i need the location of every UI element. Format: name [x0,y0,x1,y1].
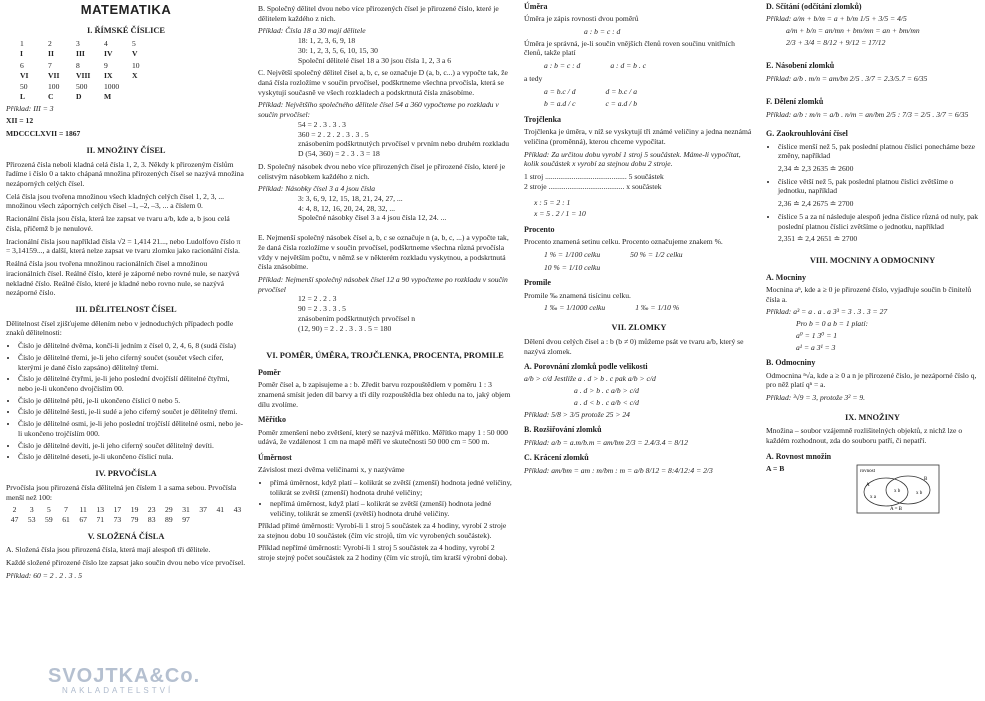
example-line: Příklad: Násobky čísel 3 a 4 jsou čísla [258,184,376,194]
prime-number: 67 [79,514,87,524]
num: 9 [104,60,108,70]
list-item: • Číslo je dělitelné devíti, je-li jeho ciferný součet dělitelný devíti. [18,441,246,451]
formula: Příklad: a/b : m/n = a/b . n/m = an/bm 2/5 : 7/3 = 2/5 . 3/7 = 6/35 [766,109,969,119]
prime-number: 17 [113,505,122,515]
formula: 1 % = 1/100 celku [544,249,601,259]
paragraph: A. Složená čísla jsou přirozená čísla, která mají alespoň tři dělitele. [6,545,211,555]
example-line: 360 = 2 . 2 . 2 . 3 . 3 . 5 [298,129,369,139]
rom: VI [20,70,29,80]
formula: 50 % = 1/2 celku [630,249,683,259]
num: 8 [76,60,80,70]
num: 6 [20,60,24,70]
roman-example: MDCCCLXVII = 1867 [6,129,81,139]
formula: 2/3 + 3/4 = 8/12 + 9/12 = 17/12 [786,37,886,47]
formula: 1 ‰ = 1/10 % [635,303,680,313]
num: 2 [48,39,52,49]
heading-divisibility: III. DĚLITELNOST ČÍSEL [75,304,177,314]
example-line: 12 = 2 . 2 . 3 [298,294,337,304]
paragraph: Poměr čísel a, b zapisujeme a : b. Zředit barvu rozpouštědlem v poměru 1 : 3 znamená smísit jeden díl barvy a tři díly rozpouštědla bez ohledu na to, jaký objem dílu zvolíme. [258,380,511,409]
example-line: 4: 4, 8, 12, 16, 20, 24, 28, 32, ... [298,203,396,213]
prime-number: 41 [216,505,225,515]
column-4 [760,0,985,701]
prime-number: 59 [45,514,53,524]
formula: a⁰ = 1 3⁰ = 1 [796,330,838,340]
paragraph: C. Největší společný dělitel čísel a, b, c, se označuje D (a, b, c...) a vypočte tak, že daná čísla rozložíme v součin prvočísel, podškrtneme všechna prvočísla, která se vyskytují současně ve všech rozkladech a podskrtnutá čísla znásobíme. [258,68,508,97]
publisher-subtitle: NAKLADATELSTVÍ [62,686,174,695]
example-line: Společné násobky čísel 3 a 4 jsou čísla 12, 24. ... [298,213,447,223]
formula: x = 5 . 2 / 1 = 10 [534,209,586,219]
list-item: • přímá úměrnost, když platí – kolikrát se zvětší (zmenší) hodnota jedné veličiny, tolikrát se zvětší (zmenší) hodnota druhé veličiny; [270,478,512,497]
list-item: • Číslo je dělitelné dvěma, končí-li jedním z čísel 0, 2, 4, 6, 8 (sudá čísla) [18,341,246,351]
formula: A = B [766,464,785,474]
heading-fractions: VII. ZLOMKY [611,323,667,333]
num: 10 [132,60,140,70]
num: 50 [20,82,28,92]
subheading: Měřítko [258,415,286,425]
subheading: D. Sčítání (odčítání zlomků) [766,2,862,11]
prime-number: 11 [79,505,87,515]
paragraph: Příklad: 60 = 2 . 2 . 3 . 5 [6,570,82,580]
prime-number: 3 [29,505,34,515]
prime-number: 37 [199,505,207,515]
formula: a/b > c/d Jestliže a . d > b . c pak a/b > c/d [524,374,656,384]
paragraph: Iracionální čísla jsou například čísla √2 = 1,414 21..., nebo Ludolfovo číslo π = 3,14159..., a další, která nelze zapsat ve tvaru zlomku jako racionální čísla. [6,236,241,256]
rule-example: 2,351 ≐ 2,4 2651 ≐ 2700 [778,234,858,244]
formula-row [544,263,754,273]
example-line: Společní dělitelé čísel 18 a 30 jsou čísla 1, 2, 3 a 6 [298,55,452,65]
subheading: A. Rovnost množin [766,451,832,461]
subheading: Poměr [258,368,281,378]
example-line: znásobením podškrtnutých prvočísel n [298,313,416,323]
roman-example: XII = 12 [6,116,34,126]
formula: Příklad: 5/8 > 3/5 protože 25 > 24 [524,409,630,419]
paragraph: Příklad: Za určitou dobu vyrobí 1 stroj 5 součástek. Máme-li vypočítat, kolik součástek x vyrobí za stejnou dobu 2 stroje. [524,149,741,169]
prime-number: 7 [64,505,68,515]
paragraph: Promile ‰ znamená tisícinu celku. [524,290,631,300]
rom: II [48,49,54,59]
paragraph: Každé složené přirozené číslo lze zapsat jako součin dvou nebo více prvočísel. [6,558,246,568]
formula: a : b = c : d [544,61,581,71]
prime-number: 13 [96,505,105,515]
formula: Příklad: a³ = a . a . a 3³ = 3 . 3 . 3 = 27 [766,307,888,317]
subheading: C. Krácení zlomků [524,453,589,463]
example-block [258,275,512,333]
list-item: • Číslo je dělitelné pěti, je-li ukončeno číslicí 0 nebo 5. [18,396,246,406]
heading-powers: VIII. MOCNINY A ODMOCNINY [809,256,936,265]
num: 500 [76,82,88,92]
num: 3 [76,39,80,49]
heading-ratio: VI. POMĚR, ÚMĚRA, TROJČLENKA, PROCENTA, PROMILE [266,351,504,361]
rom: VIII [76,70,91,80]
example-line: Příklad: Čísla 18 a 30 mají dělitele [258,26,366,36]
roman-table-3 [6,82,246,101]
paragraph: E. Nejmenší společný násobek čísel a, b, c se označuje n (a, b, c, ...) a vypočte tak, že daná čísla rozložíme v součin prvočísel, podškrtneme všechna různá prvočísla vždy v největším počtu, v němž se v některém rozkladu vyskytnou, a podskrtnutá čísla znásobíme. [258,233,509,272]
prime-number: 83 [147,514,156,524]
paragraph: Odmocnina ⁿ√a, kde a ≥ 0 a n je přirozené číslo, je nezáporné číslo q, pro něž platí qⁿ = a. [766,370,977,390]
paragraph: Trojčlenka je úměra, v níž se vyskytují tři známé veličiny a jedna neznámá veličina (proměnná), kterou chceme vypočítat. [524,127,752,146]
rom: L [20,91,26,101]
page-title: MATEMATIKA [80,2,172,17]
heading-composite: V. SLOŽENÁ ČÍSLA [87,531,165,541]
num: 100 [48,82,60,92]
paragraph: Dělitelnost čísel zjišťujeme dělením nebo v jednoduchých případech podle znaků dělitelnosti: [6,318,234,338]
formula-row [544,87,754,97]
formula: Příklad: a/b = a.m/b.m = am/bm 2/3 = 2.4/3.4 = 8/12 [524,437,688,447]
example-line: 3: 3, 6, 9, 12, 15, 18, 21, 24, 27, ... [298,193,403,203]
example-line: 90 = 2 . 3 . 3 . 5 [298,304,346,314]
formula: a . d > b . c a/b > c/d [574,386,639,396]
roman-table-1 [6,39,246,58]
rom: I [20,49,23,59]
example-block [258,184,512,223]
subheading: Trojčlenka [524,114,562,124]
subheading: B. Odmocniny [766,358,816,368]
list-item: • Číslo je dělitelné osmi, je-li jeho poslední trojčíslí dělitelné osmi, nebo je-li ukončeno trojčíslím 000. [18,419,246,438]
rom: III [76,49,85,59]
example-line: 54 = 2 . 3 . 3 . 3 [298,119,346,129]
formula-row [544,250,754,260]
subheading: F. Dělení zlomků [766,97,824,107]
rom: D [76,91,82,101]
paragraph: D. Společný násobek dvou nebo více přirozených čísel je přirozené číslo, které je celistvým násobkem každého z nich. [258,161,506,181]
formula: Příklad: am/bm = am : m/bm : m = a/b 8/12 = 8:4/12:4 = 2/3 [524,465,713,475]
example-line: znásobením podškrtnutých prvočísel v prvním nebo druhém rozkladu [298,139,510,149]
paragraph: Přirozená čísla neboli kladná celá čísla 1, 2, 3. Někdy k přirozeným číslům řadíme i číslo 0 a takto chápaná množina přirozených čísel se nazývá množina nezáporných celých čísel. [6,159,244,189]
formula: Příklad: a/b . m/n = am/bn 2/5 . 3/7 = 2.3/5.7 = 6/35 [766,73,928,83]
column-2 [252,0,518,701]
heading-sets: II. MNOŽINY ČÍSEL [86,145,166,155]
proportion-list [258,478,512,519]
prime-number: 29 [165,505,173,515]
list-item: • Číslo je dělitelné třemi, je-li jeho ciferný součet (součet všech cifer, kterými je dané číslo zapsáno) dělitelný třemi. [18,353,246,372]
column-3 [518,0,760,701]
formula: a/m + b/n = an/mn + bm/mn = an + bm/mn [786,25,920,35]
column-1 [0,0,252,701]
venn-caption: A = B [890,506,902,512]
formula-row [544,303,754,313]
venn-elem: x b [894,488,901,494]
prime-number: 89 [165,514,173,524]
paragraph: Celá čísla jsou tvořena množinou všech kladných celých čísel 1, 2, 3, ... množinou všech záporných celých čísel –1, –2, –3, ... a číslem 0. [6,191,225,211]
num: 4 [104,39,108,49]
example-line: D (54, 360) = 2 . 3 . 3 = 18 [298,149,380,159]
formula-row [544,99,754,109]
prime-number: 79 [130,514,139,524]
rule-text: číslice 5 a za ní následuje alespoň jedna číslice různá od nuly, pak poslední platnou číslici zvětšíme o jednotku, například [778,211,979,231]
num: 5 [132,39,136,49]
rule-text: číslice větší než 5, pak poslední platnou číslici zvětšíme o jednotku, například [778,176,954,196]
formula: a . d < b . c a/b < c/d [574,397,639,407]
example-line: 1 stroj ........................................... 5 součástek [524,172,664,182]
paragraph: Mocnina aⁿ, kde a ≥ 0 je přirozené číslo, vyjadřuje součin b činitelů čísla a. [766,284,972,304]
formula: 10 % = 1/10 celku [544,262,601,272]
subheading: B. Rozšiřování zlomků [524,425,602,435]
rom [132,92,160,102]
rom: VII [48,70,60,80]
list-item: • Číslo je dělitelné šesti, je-li sudé a jeho ciferný součet je dělitelný třemi. [18,407,246,417]
rule-example: 2,36 ≐ 2,4 2675 ≐ 2700 [778,199,854,209]
formula: d = b.c / a [605,86,637,96]
venn-title: rovnost [860,468,875,474]
subheading: E. Násobení zlomků [766,61,835,71]
paragraph: Dělení dvou celých čísel a : b (b ≠ 0) můžeme psát ve tvaru a/b, který se nazývá zlomek. [524,336,744,356]
formula-row [544,61,754,71]
paragraph: Úměra je správná, je-li součin vnějších členů roven součinu vnitřních členů, takže platí [524,38,735,58]
list-item [778,142,979,174]
formula: a = b.c / d [544,86,576,96]
heading-sets-2: IX. MNOŽINY [845,412,900,422]
prime-number: 5 [46,505,51,515]
example-block [258,100,512,158]
formula: a : b = c : d [584,26,621,36]
prime-number: 73 [113,514,122,524]
num: 1 [20,39,24,49]
formula: Příklad: a/m + b/m = a + b/m 1/5 + 3/5 = 4/5 [766,14,907,24]
subheading: G. Zaokrouhlování čísel [766,129,848,139]
subheading: Procento [524,224,555,234]
prime-number: 97 [182,514,190,524]
formula: x : 5 = 2 : 1 [534,197,571,207]
subheading: A. Porovnání zlomků podle velikosti [524,362,648,372]
paragraph: Příklad nepřímé úměrnosti: Vyrobí-li 1 stroj 5 součástek za 4 hodiny, vyrobí 2 stroje stejný počet součástek za 2 hodiny (čím víc strojů, tím kratší výrobní doba). [258,543,508,563]
example-line: Příklad: Nejmenší společný násobek čísel 12 a 90 vypočteme po rozkladu v součin prvočísel [258,274,508,294]
subheading: A. Mocniny [766,272,806,282]
rule-example: 2,34 ≐ 2,3 2635 ≐ 2600 [778,163,854,173]
formula: Pro b = 0 a b = 1 platí: [796,319,868,329]
list-item [778,177,979,209]
paragraph: Množina – soubor vzájemně rozlišitelných objektů, z nichž lze o každém rozhodnout, zda do souboru patří, či nepatří. [766,426,963,446]
rounding-list [766,142,979,244]
venn-elem: x b [916,490,923,496]
subheading: Úměra [524,2,548,11]
rom: IX [104,70,113,80]
roman-example: Příklad: III = 3 [6,103,54,113]
example-line: 2 stroje ........................................ x součástek [524,181,662,191]
prime-number: 23 [147,505,156,515]
heading-roman: I. ŘÍMSKÉ ČÍSLICE [87,25,165,35]
venn-elem: x a [870,494,876,500]
list-item [778,212,979,244]
example-line: (12, 90) = 2 . 2 . 3 . 3 . 5 = 180 [298,323,392,333]
paragraph: a tedy [524,73,543,83]
num: 7 [48,60,52,70]
prime-number: 43 [233,505,242,515]
primes-list [6,505,246,524]
prime-number: 2 [12,505,17,515]
venn-diagram [856,464,940,514]
publisher-watermark [0,664,252,701]
venn-label-a: A [866,482,870,488]
paragraph: Úměra je zápis rovnosti dvou poměrů [524,14,639,24]
example-block [258,26,512,65]
heading-primes: IV. PRVOČÍSLA [95,469,157,479]
rule-text: číslice menší než 5, pak poslední platnou číslici ponecháme beze změny, například [778,141,975,161]
paragraph: Reálná čísla jsou tvořena množinou racionálních čísel a množinou iracionálních čísel. Reálné číslo, které je záporné nebo rovné nule, se nazývá nekladné číslo. Reálné číslo, které je kladné nebo rovno nule, se nazývá nezáporné číslo. [6,259,240,298]
venn-label-b: B [924,476,928,482]
formula: a¹ = a 3¹ = 3 [796,342,836,352]
prime-number: 19 [130,505,139,515]
formula: Příklad: ³√9 = 3, protože 3² = 9. [766,392,866,402]
example-line: Příklad: Největšího společného dělitele čísel 54 a 360 vypočteme po rozkladu v součin prvočísel: [258,100,499,120]
publisher-logo: SVOJTKA&Co. [48,665,201,687]
list-item: • Číslo je dělitelné čtyřmi, je-li jeho poslední dvojčíslí dělitelné čtyřmi, nebo je-li ukončeno dvojčíslím 00. [18,374,246,393]
roman-table-2 [6,61,246,80]
list-item: • nepřímá úměrnost, když platí – kolikrát se zvětší (zmenší) hodnota jedné veličiny, tolikrát se zmenší (zvětší) hodnota druhé veličiny. [270,499,512,518]
paragraph: Závislost mezi dvěma veličinami x, y nazýváme [258,465,405,475]
formula: 1 ‰ = 1/1000 celku [544,303,606,313]
prime-number: 31 [182,505,190,515]
rom: M [104,91,112,101]
subheading: Úměrnost [258,453,292,463]
prime-number: 53 [27,514,36,524]
formula: a : d = b . c [610,61,647,71]
prime-number: 71 [96,514,105,524]
formula: b = a.d / c [544,99,576,109]
formula: c = a.d / b [605,99,637,109]
divisibility-list [6,341,246,462]
rom: C [48,91,54,101]
rom: V [132,49,138,59]
example-line: 30: 1, 2, 3, 5, 6, 10, 15, 30 [298,45,378,55]
paragraph: B. Společný dělitel dvou nebo více přirozených čísel je přirozené číslo, které je dělitelem každého z nich. [258,4,499,23]
prime-number: 61 [62,514,70,524]
rom: IV [104,49,113,59]
subheading: Promile [524,278,551,288]
paragraph: Poměr zmenšení nebo zvětšení, který se nazývá měřítko. Měřítko mapy 1 : 50 000 udává, že vzdálenost 1 cm na mapě měří ve skutečnosti 50 000 cm = 500 m. [258,427,508,447]
paragraph: Racionální čísla jsou čísla, která lze zapsat ve tvaru a/b, kde a, b jsou celá čísla, přičemž b je nenulové. [6,214,230,233]
example-line: 18: 1, 2, 3, 6, 9, 18 [298,36,356,46]
num: 1000 [104,82,120,92]
paragraph: Prvočísla jsou přirozená čísla dělitelná jen číslem 1 a sama sebou. Prvočísla menší než 100: [6,482,237,502]
list-item: • Číslo je dělitelné deseti, je-li ukončeno číslicí nula. [18,452,246,462]
prime-number: 47 [10,514,19,524]
num [132,82,160,92]
paragraph: Příklad přímé úměrnosti: Vyrobí-li 1 stroj 5 součástek za 4 hodiny, vyrobí 2 stroje za stejnou dobu 10 součástek (čím víc strojů, tím víc vyrobených součástek). [258,520,507,540]
rom: X [132,70,138,80]
paragraph: Procento znamená setinu celku. Procento označujeme znakem %. [524,237,723,247]
